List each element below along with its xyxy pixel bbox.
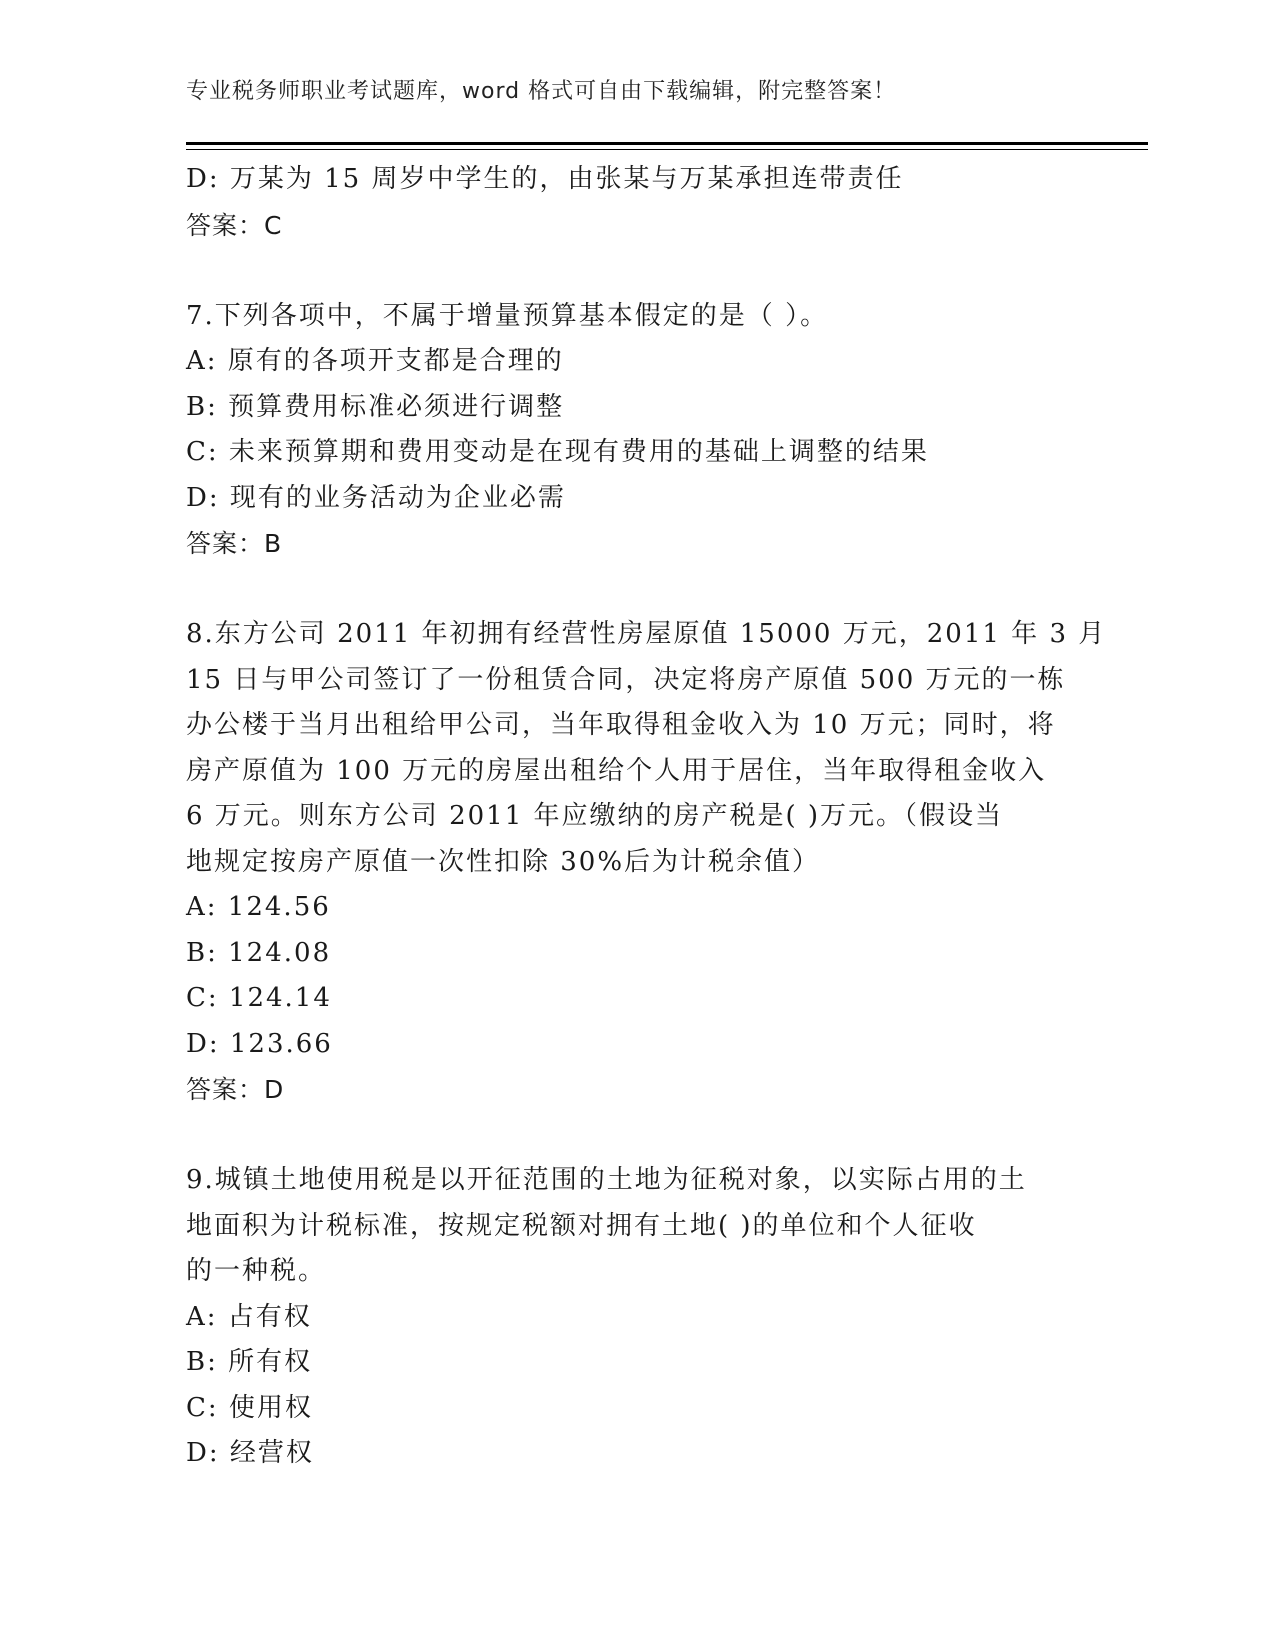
option-d: D: 123.66 <box>186 1028 333 1059</box>
option-d: D: 现有的业务活动为企业必需 <box>186 482 566 513</box>
option-d: D: 经营权 <box>186 1438 314 1468</box>
question-stem-line: 9.城镇土地使用税是以开征范围的土地为征税对象，以实际占用的土 <box>186 1165 1027 1195</box>
spacer <box>186 567 1066 613</box>
page-header: 专业税务师职业考试题库，word 格式可自由下载编辑，附完整答案！ <box>186 79 897 104</box>
question-stem-line: 6 万元。则东方公司 2011 年应缴纳的房产税是( )万元。（假设当 <box>186 801 1004 831</box>
answer-line: 答案：B <box>186 529 283 558</box>
question-stem-line: 地面积为计税标准，按规定税额对拥有土地( )的单位和个人征收 <box>186 1210 977 1241</box>
question-stem-line: 办公楼于当月出租给甲公司，当年取得租金收入为 10 万元；同时，将 <box>186 710 1056 740</box>
answer-line: 答案：D <box>186 1075 285 1104</box>
question-content <box>186 157 1107 1477</box>
option-c: C: 使用权 <box>186 1392 313 1423</box>
header-rule-thick <box>186 142 1148 145</box>
question-9 <box>186 1158 1066 1477</box>
question-stem-line: 房产原值为 100 万元的房屋出租给个人用于居住，当年取得租金收入 <box>186 755 1047 786</box>
option-b: B: 预算费用标准必须进行调整 <box>186 391 565 422</box>
option-b: B: 124.08 <box>186 937 332 968</box>
option-c: C: 124.14 <box>186 983 332 1013</box>
question-stem-line: 地规定按房产原值一次性扣除 30%后为计税余值） <box>186 846 821 877</box>
answer-line: 答案：C <box>186 210 283 240</box>
spacer <box>186 248 1066 294</box>
option-d: D: 万某为 15 周岁中学生的，由张某与万某承担连带责任 <box>186 164 904 194</box>
question-stem-line: 15 日与甲公司签订了一份租赁合同，决定将房产原值 500 万元的一栋 <box>186 664 1066 695</box>
option-a: A: 124.56 <box>186 892 331 922</box>
question-6-tail <box>186 157 1066 248</box>
question-stem: 7.下列各项中，不属于增量预算基本假定的是（ ）。 <box>186 300 829 331</box>
option-b: B: 所有权 <box>186 1347 313 1377</box>
option-a: A: 占有权 <box>186 1301 312 1332</box>
option-c: C: 未来预算期和费用变动是在现有费用的基础上调整的结果 <box>186 437 929 467</box>
question-7 <box>186 294 1066 567</box>
question-8 <box>186 612 1107 1113</box>
question-stem-line: 的一种税。 <box>186 1256 327 1286</box>
header-rule-thin <box>186 149 1148 150</box>
spacer <box>186 1113 1066 1159</box>
option-a: A: 原有的各项开支都是合理的 <box>186 346 564 376</box>
question-stem-line: 8.东方公司 2011 年初拥有经营性房屋原值 15000 万元，2011 年 3 月 <box>186 619 1107 649</box>
